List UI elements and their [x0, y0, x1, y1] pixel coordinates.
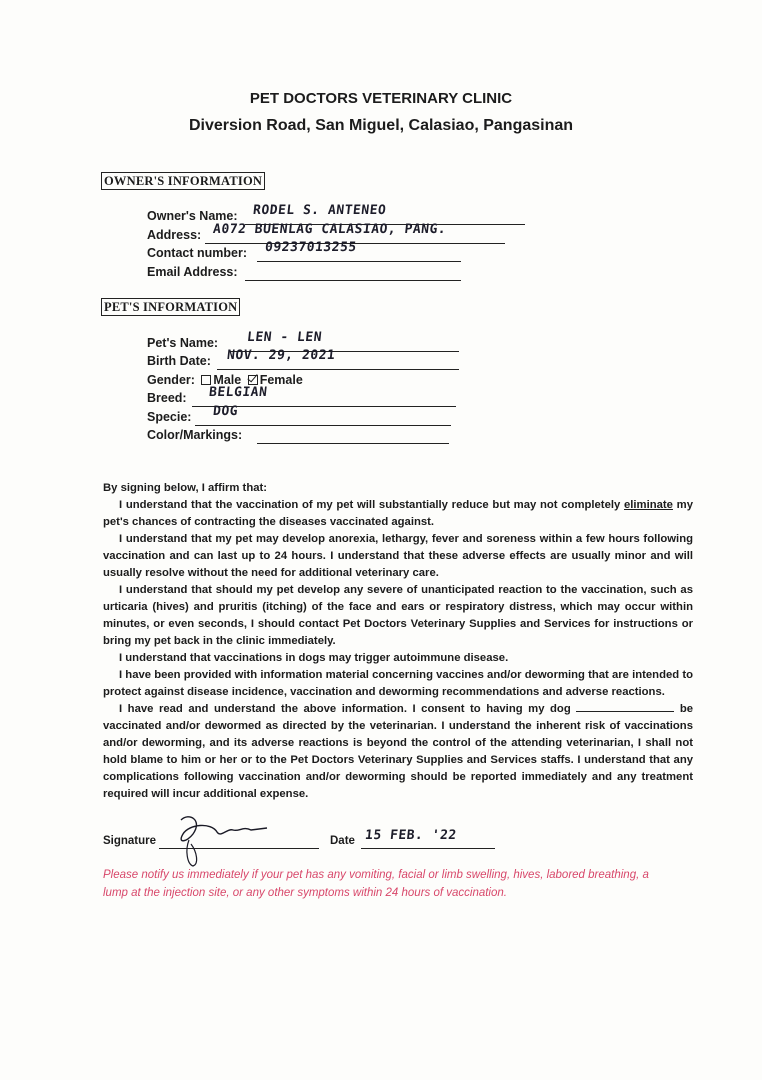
affirmation-text — [103, 480, 693, 803]
male-checkbox[interactable] — [201, 375, 211, 385]
pet-name-label: Pet's Name: — [147, 336, 219, 350]
clinic-address: Diversion Road, San Miguel, Calasiao, Pangasinan — [188, 117, 574, 134]
affirmation-intro: By signing below, I affirm that: — [103, 482, 268, 494]
contact-number-value[interactable]: 09237013255 — [264, 240, 358, 255]
signature-label: Signature — [103, 835, 157, 847]
address-label: Address: — [147, 228, 202, 242]
paragraph-1-start: I understand that the vaccination of my pet will substantially reduce but may not completely — [119, 499, 621, 511]
affirmation-paragraph-6 — [103, 701, 693, 803]
address-value[interactable]: A072 BUENLAG CALASIAO, PANG. — [212, 222, 447, 237]
dog-name-blank[interactable] — [576, 701, 674, 712]
birth-date-line — [217, 369, 459, 370]
signature-row — [103, 828, 703, 862]
handwritten-signature[interactable] — [159, 814, 279, 868]
color-markings-line — [257, 443, 449, 444]
date-value[interactable]: 15 FEB. '22 — [364, 828, 458, 843]
affirmation-paragraph-2: I understand that my pet may develop anorexia, lethargy, fever and soreness within a few hours following vaccination and can last up to 24 hours. I understand that these adverse effects are usually minor and will usually resolve without the need for additional veterinary care. — [103, 533, 693, 579]
affirmation-paragraph-3: I understand that should my pet develop any severe of unanticipated reaction to the vaccination, such as urticaria (hives) and pruritis (itching) of the face and ears or respiratory distress, which may occur within minutes, or even seconds, I should contact Pet Doctors Veterinary Supplies and Services for instructions or bring my pet back in the clinic immediately. — [103, 584, 693, 647]
birth-date-label: Birth Date: — [147, 354, 211, 368]
affirmation-paragraph-5: I have been provided with information material concerning vaccines and/or deworming that are intended to protect against disease incidence, vaccination and deworming recommendations and adverse reactions. — [103, 669, 693, 698]
contact-number-line — [257, 261, 461, 262]
date-label: Date — [330, 835, 355, 847]
owner-section-title: OWNER'S INFORMATION — [101, 172, 265, 190]
affirmation-paragraph-4: I understand that vaccinations in dogs may trigger autoimmune disease. — [119, 652, 509, 664]
breed-value[interactable]: BELGIAN — [208, 385, 269, 400]
owner-name-value[interactable]: RODEL S. ANTENEO — [252, 203, 388, 218]
pet-section-title: PET'S INFORMATION — [101, 298, 240, 316]
paragraph-1-end: my pet's chances of contracting the diseases vaccinated against. — [103, 499, 693, 528]
contact-number-label: Contact number: — [147, 246, 247, 260]
email-label: Email Address: — [147, 265, 238, 279]
gender-label: Gender: — [147, 373, 195, 387]
clinic-name: PET DOCTORS VETERINARY CLINIC — [249, 90, 513, 107]
paragraph-1-underlined: eliminate — [623, 499, 673, 511]
date-line — [361, 848, 495, 849]
paragraph-6-end: be vaccinated and/or dewormed as directed by the veterinarian. I understand the inherent risk of vaccinations and/or deworming, and its adverse reactions is beyond the control of the attending veterinarian, I shall not hold blame to him or her or to the Pet Doctors Veterinary Supplies and Services staffs. I understand that any complications following vaccination and/or deworming should be reported immediately and any treatment required will incur additional expense. — [103, 703, 694, 800]
email-line — [245, 280, 461, 281]
female-checkbox[interactable] — [248, 375, 258, 385]
pet-name-value[interactable]: LEN - LEN — [246, 330, 323, 345]
paragraph-6-start: I have read and understand the above information. I consent to having my dog — [119, 703, 571, 715]
male-option-label: Male — [213, 373, 242, 387]
female-option-label: Female — [259, 373, 303, 387]
specie-label: Specie: — [147, 410, 192, 424]
specie-line — [195, 425, 451, 426]
owner-name-label: Owner's Name: — [147, 209, 238, 223]
color-markings-label: Color/Markings: — [147, 428, 243, 442]
aftercare-note: Please notify us immediately if your pet has any vomiting, facial or limb swelling, hives, labored breathing, a lump at the injection site, or any other symptoms within 24 hours of vaccination. — [103, 869, 649, 899]
birth-date-value[interactable]: NOV. 29, 2021 — [226, 348, 337, 363]
specie-value[interactable]: DOG — [212, 404, 239, 419]
breed-label: Breed: — [147, 391, 187, 405]
affirmation-paragraph-1 — [103, 497, 693, 531]
